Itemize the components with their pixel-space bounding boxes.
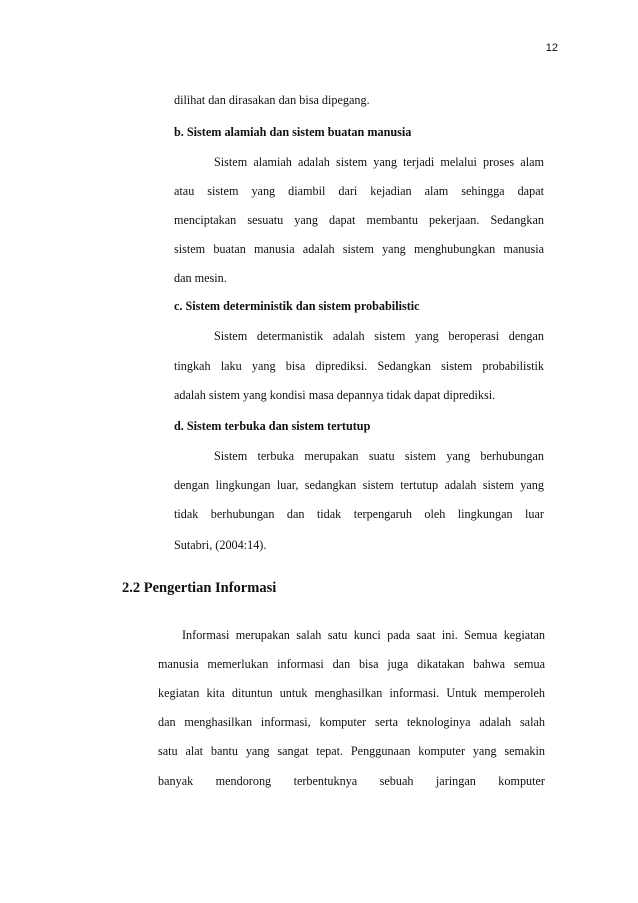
text-line: Sistem terbuka merupakan suatu sistem yang berhubungan: [214, 449, 544, 463]
text-line: Informasi merupakan salah satu kunci pada saat ini. Semua kegiatan: [182, 628, 545, 642]
text-line: Sistem determanistik adalah sistem yang beroperasi dengan: [214, 329, 544, 343]
page-number: 12: [545, 42, 558, 54]
text-line: atau sistem yang diambil dari kejadian alam sehingga dapat: [174, 184, 544, 198]
section-heading: 2.2 Pengertian Informasi: [122, 580, 277, 596]
text-line: dilihat dan dirasakan dan bisa dipegang.: [174, 93, 370, 107]
text-line: sistem buatan manusia adalah sistem yang menghubungkan manusia: [174, 242, 544, 256]
text-line: Sutabri, (2004:14).: [174, 538, 267, 552]
text-line: dan menghasilkan informasi, komputer serta teknologinya adalah salah: [158, 715, 545, 729]
text-line: dan mesin.: [174, 271, 227, 285]
text-line: kegiatan kita dituntun untuk menghasilkan informasi. Untuk memperoleh: [158, 686, 545, 700]
text-line: tidak berhubungan dan tidak terpengaruh oleh lingkungan luar: [174, 507, 544, 521]
subheading-d: d. Sistem terbuka dan sistem tertutup: [174, 419, 371, 433]
text-line: manusia memerlukan informasi dan bisa juga dikatakan bahwa semua: [158, 657, 545, 671]
text-line: satu alat bantu yang sangat tepat. Penggunaan komputer yang semakin: [158, 744, 545, 758]
text-line: adalah sistem yang kondisi masa depannya tidak dapat diprediksi.: [174, 388, 496, 402]
text-line: banyak mendorong terbentuknya sebuah jaringan komputer: [158, 774, 545, 788]
text-line: tingkah laku yang bisa diprediksi. Sedangkan sistem probabilistik: [174, 359, 544, 373]
text-line: menciptakan sesuatu yang dapat membantu pekerjaan. Sedangkan: [174, 213, 544, 227]
subheading-b: b. Sistem alamiah dan sistem buatan manusia: [174, 125, 412, 139]
text-line: Sistem alamiah adalah sistem yang terjadi melalui proses alam: [214, 155, 544, 169]
subheading-c: c. Sistem deterministik dan sistem probabilistic: [174, 299, 420, 313]
text-line: dengan lingkungan luar, sedangkan sistem tertutup adalah sistem yang: [174, 478, 544, 492]
